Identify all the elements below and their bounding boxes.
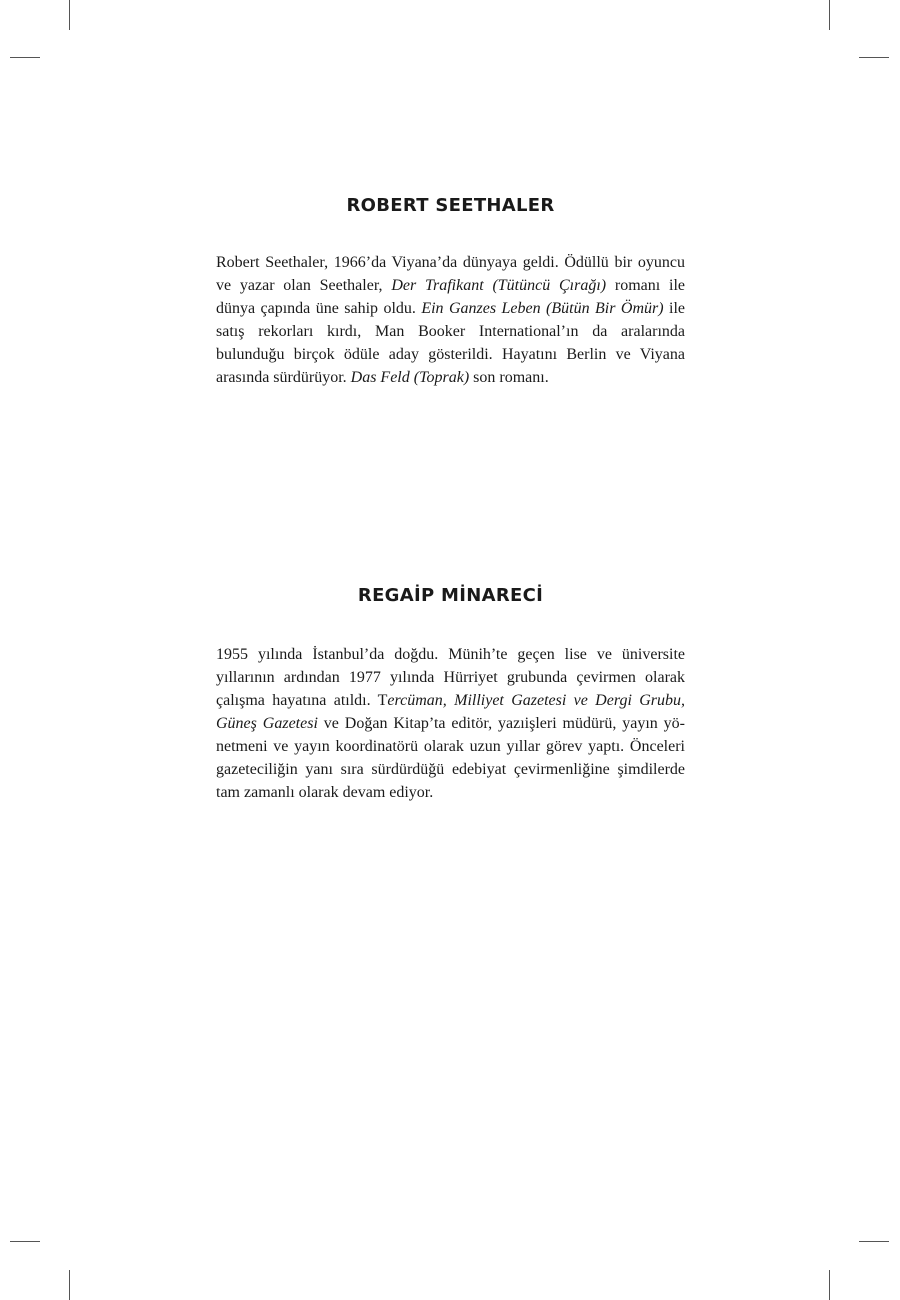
bio-segment: ve Doğan Kitap’ta editör, yazıişleri müdürü, yayın yönetmeni ve yayın koordinatörü olarak uzun yıllar görev yaptı. Önceleri gazeteciliğin yanı sıra sürdürdüğü edebiyat çevirmenliğine şimdilerde tam zamanlı olarak devam ediyor. xyxy=(216,715,685,801)
book-title-italic: Der Trafikant (Tütüncü Çırağı) xyxy=(391,277,607,294)
bio-segment: Robert Seethaler, 1966’da Viyana’da dünyaya geldi. Ödüllü bir oyuncu ve yazar olan Seethaler, xyxy=(216,254,685,294)
bio-segment: romanı ile dünya çapında üne sahip oldu. xyxy=(216,277,686,317)
author-bio-section xyxy=(216,194,685,389)
crop-mark-top-left xyxy=(69,0,70,30)
bio-segment: ile satış rekorları kırdı, Man Booker International’ın da aralarında bulunduğu birçok ödüle aday gösterildi. Hayatını Berlin ve Viyana arasında sürdürüyor. xyxy=(216,300,686,386)
book-title-italic: Das Feld (Toprak) xyxy=(350,369,470,386)
translator-bio-text xyxy=(216,643,685,804)
crop-mark-bottom-right-h xyxy=(859,1241,889,1242)
crop-mark-top-right-h xyxy=(859,57,889,58)
crop-mark-bottom-left-h xyxy=(10,1241,40,1242)
bio-segment: son romanı. xyxy=(469,369,549,386)
bio-segment: 1955 yılında İstanbul’da doğdu. Münih’te geçen lise ve üniversite yıllarının ardından 1977 yılında Hürriyet grubunda çevirmen olarak çalışma hayatına atıldı. T xyxy=(216,646,685,709)
author-bio-text xyxy=(216,251,685,389)
crop-mark-top-left-h xyxy=(10,57,40,58)
crop-mark-bottom-right xyxy=(829,1270,830,1300)
book-title-italic: Ein Ganzes Leben (Bütün Bir Ömür) xyxy=(421,300,664,317)
translator-name-heading: REGAİP MİNARECİ xyxy=(357,585,544,606)
crop-mark-top-right xyxy=(829,0,830,30)
author-name-heading: ROBERT SEETHALER xyxy=(346,195,555,216)
crop-mark-bottom-left xyxy=(69,1270,70,1300)
translator-bio-section xyxy=(216,584,685,804)
publication-names-italic: ercüman, Milliyet Gazetesi ve Dergi Grubu, Güneş Gazetesi xyxy=(216,692,685,732)
